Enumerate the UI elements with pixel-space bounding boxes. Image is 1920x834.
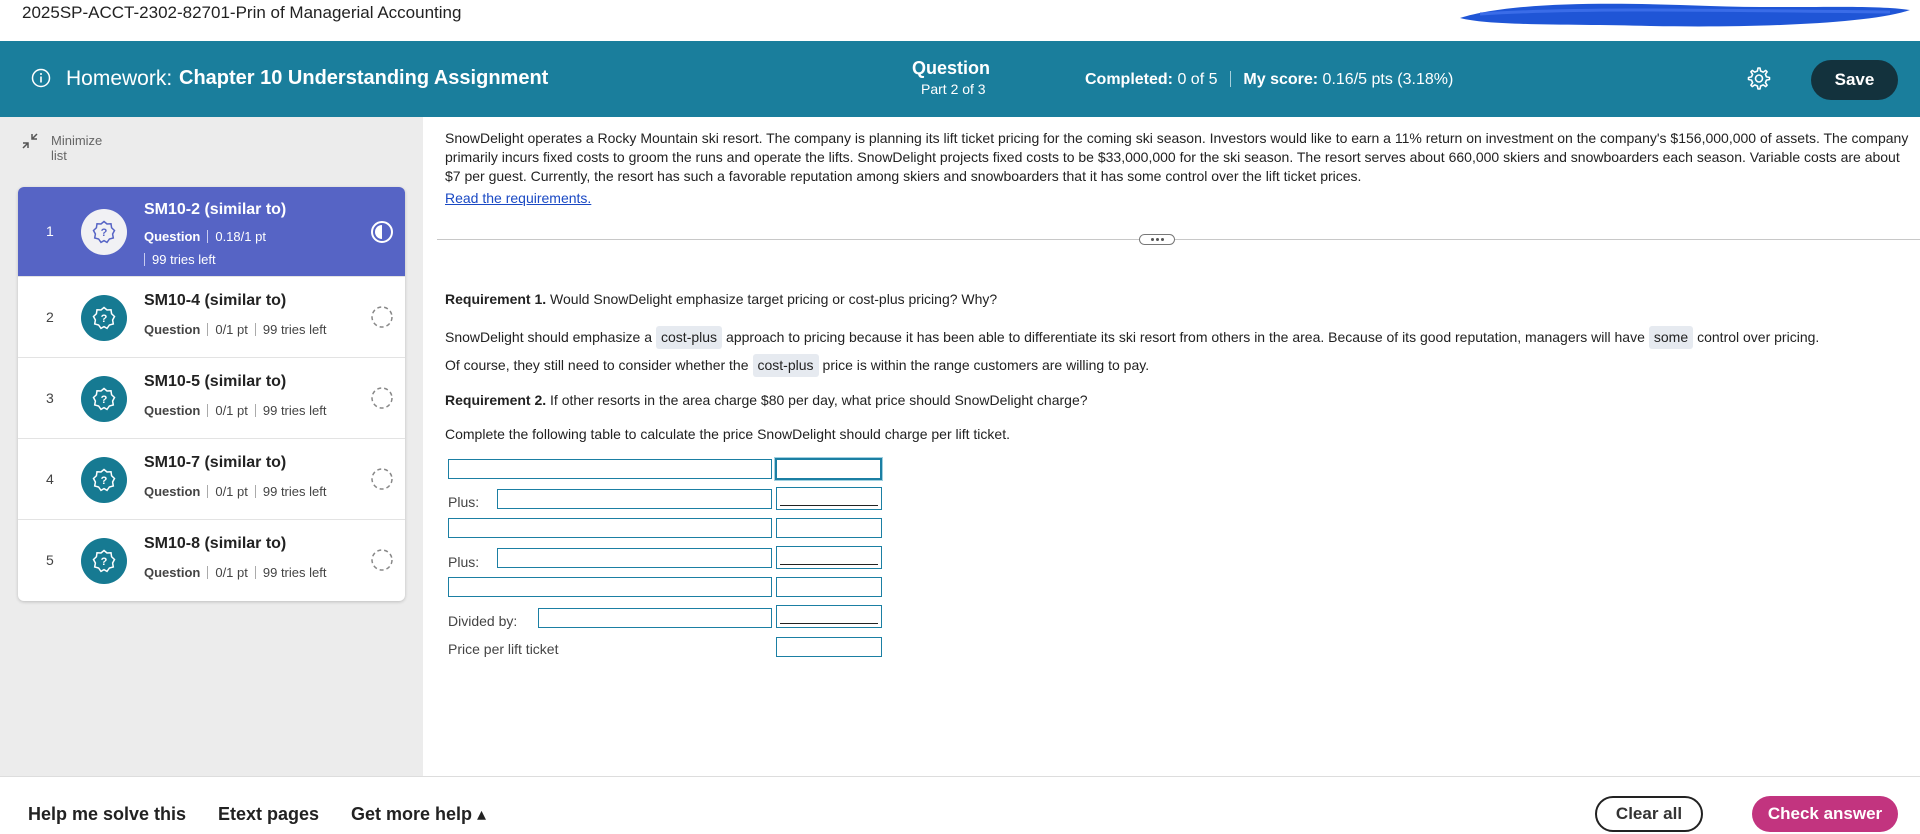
requirement-1 [445,291,997,307]
answer-text: SnowDelight should emphasize a [445,329,653,345]
amount-input-row3[interactable] [776,518,882,538]
not-started-status-icon [370,467,394,491]
question-intro: SnowDelight operates a Rocky Mountain ski resort. The company is planning its lift ticket pricing for the coming ski season. Investors would like to earn a 11% return on investment on the company's $156,000,000 of assets. The company primarily incurs fixed costs to groom the runs and operate the lifts. SnowDelight projects fixed costs to be $33,000,000 for the ski season. The resort serves about 660,000 skiers and snowboarders each season. Variable costs are about $7 per guest. Currently, the resort has such a favorable reputation among skiers and snowboarders that it has some control over the lift ticket prices. [445,130,1909,184]
question-type-icon [81,209,127,255]
footer-bar [0,776,1920,834]
answer-text: approach to pricing because it has been able to differentiate its ski resort from others in the area. Because of its good reputation, managers will have [726,329,1645,345]
question-item-1[interactable] [18,187,405,277]
help-me-solve-link[interactable]: Help me solve this [28,804,187,824]
question-title: SM10-8 (similar to) [144,535,287,552]
question-type: Question [144,322,201,337]
svg-text:?: ? [100,227,108,239]
read-requirements-link[interactable]: Read the requirements. [445,190,592,206]
requirement-2 [445,392,1088,408]
question-points: 0/1 pt [215,565,248,580]
completed-label: Completed: [1085,71,1173,88]
question-type-icon [81,295,127,341]
resize-handle[interactable] [1139,234,1175,245]
question-type-icon [81,376,127,422]
question-meta [144,322,326,337]
question-item-2[interactable] [18,277,405,358]
question-points: 0/1 pt [215,484,248,499]
question-type: Question [144,484,201,499]
answer-text: price is within the range customers are willing to pay. [822,357,1150,373]
question-meta [144,403,326,418]
amount-input-row4[interactable] [776,546,882,569]
question-item-5[interactable] [18,520,405,601]
divided-by-label: Divided by: [448,613,518,629]
amount-input-row5[interactable] [776,577,882,597]
req1-text: Would SnowDelight emphasize target pricing or cost-plus pricing? Why? [550,291,998,307]
pricing-approach-dropdown[interactable]: cost-plus [656,326,722,349]
score-value: 0.16/5 pts (3.18%) [1322,71,1454,88]
label-input-row3[interactable] [448,518,772,538]
not-started-status-icon [370,548,394,572]
answer-text: Of course, they still need to consider whether the [445,357,749,373]
question-tries: 99 tries left [262,403,327,418]
price-type-dropdown[interactable]: cost-plus [753,354,819,377]
minimize-list-label: Minimize list [51,133,103,163]
not-started-status-icon [370,305,394,329]
assignment-header [0,41,1920,117]
info-icon[interactable] [31,68,51,88]
not-started-status-icon [370,386,394,410]
settings-gear-icon[interactable] [1744,65,1772,93]
completed-value: 0 of 5 [1177,71,1218,88]
question-part: Part 2 of 3 [921,81,986,97]
homework-title: Chapter 10 Understanding Assignment [179,67,549,89]
partial-progress-icon [370,220,394,244]
question-title: SM10-5 (similar to) [144,373,287,390]
question-type: Question [144,403,201,418]
requirement-1-answer-cont [445,354,1149,377]
question-meta [144,484,326,499]
question-tries: 99 tries left [262,322,327,337]
svg-text:?: ? [100,556,108,568]
question-tries-row [144,252,216,267]
svg-text:?: ? [100,313,108,325]
question-points: 0.18/1 pt [215,229,266,244]
question-meta [144,229,266,244]
question-item-3[interactable] [18,358,405,439]
get-more-help-menu[interactable]: Get more help ▴ [351,804,487,824]
question-sidebar [0,117,423,776]
svg-text:?: ? [100,394,108,406]
svg-text:?: ? [100,475,108,487]
label-input-row1[interactable] [448,459,772,479]
label-input-row5[interactable] [448,577,772,597]
redaction-scribble [1450,0,1920,30]
question-title: SM10-4 (similar to) [144,292,287,309]
question-points: 0/1 pt [215,322,248,337]
question-title: SM10-2 (similar to) [144,201,287,218]
question-list [18,187,405,601]
req2-text: If other resorts in the area charge $80 per day, what price should SnowDelight charge? [550,392,1088,408]
course-bar [0,0,1920,41]
question-tries: 99 tries left [262,565,327,580]
question-title: SM10-7 (similar to) [144,454,287,471]
table-instruction: Complete the following table to calculate the price SnowDelight should charge per lift ticket. [445,426,1010,442]
plus-label: Plus: [448,554,480,570]
label-input-row4[interactable] [497,548,772,568]
amount-input-row6[interactable] [776,605,882,628]
question-type: Question [144,229,201,244]
save-button[interactable]: Save [1811,60,1898,100]
score-label: My score: [1243,71,1319,88]
clear-all-button[interactable]: Clear all [1595,796,1703,832]
homework-label: Homework: [66,67,173,90]
req1-label: Requirement 1. [445,291,547,307]
price-per-ticket-input[interactable] [776,637,882,657]
question-points: 0/1 pt [215,403,248,418]
minimize-arrows-icon [20,131,40,151]
etext-pages-link[interactable]: Etext pages [218,804,320,824]
label-input-row2[interactable] [497,489,772,509]
question-item-4[interactable] [18,439,405,520]
control-level-dropdown[interactable]: some [1649,326,1693,349]
pane-divider [437,239,1920,240]
answer-text: control over pricing. [1697,329,1820,345]
question-number: 1 [46,223,54,239]
course-title: 2025SP-ACCT-2302-82701-Prin of Managerial Accounting [22,3,462,22]
question-type: Question [144,565,201,580]
question-number: 4 [46,471,54,487]
question-number: 5 [46,552,54,568]
question-label: Question [912,58,991,78]
amount-input-row1[interactable] [775,458,882,480]
question-number: 3 [46,390,54,406]
label-input-row6[interactable] [538,608,772,628]
question-tries: 99 tries left [152,252,216,267]
question-content [423,117,1920,776]
check-answer-button[interactable]: Check answer [1752,796,1898,832]
question-type-icon [81,457,127,503]
question-number: 2 [46,309,54,325]
separator [1230,71,1231,87]
progress-summary [1085,71,1453,89]
amount-input-row2[interactable] [776,487,882,510]
plus-label: Plus: [448,494,480,510]
requirement-1-answer [445,326,1915,349]
question-tries: 99 tries left [262,484,327,499]
req2-label: Requirement 2. [445,392,547,408]
question-meta [144,565,326,580]
price-per-ticket-label: Price per lift ticket [448,641,559,657]
question-type-icon [81,538,127,584]
